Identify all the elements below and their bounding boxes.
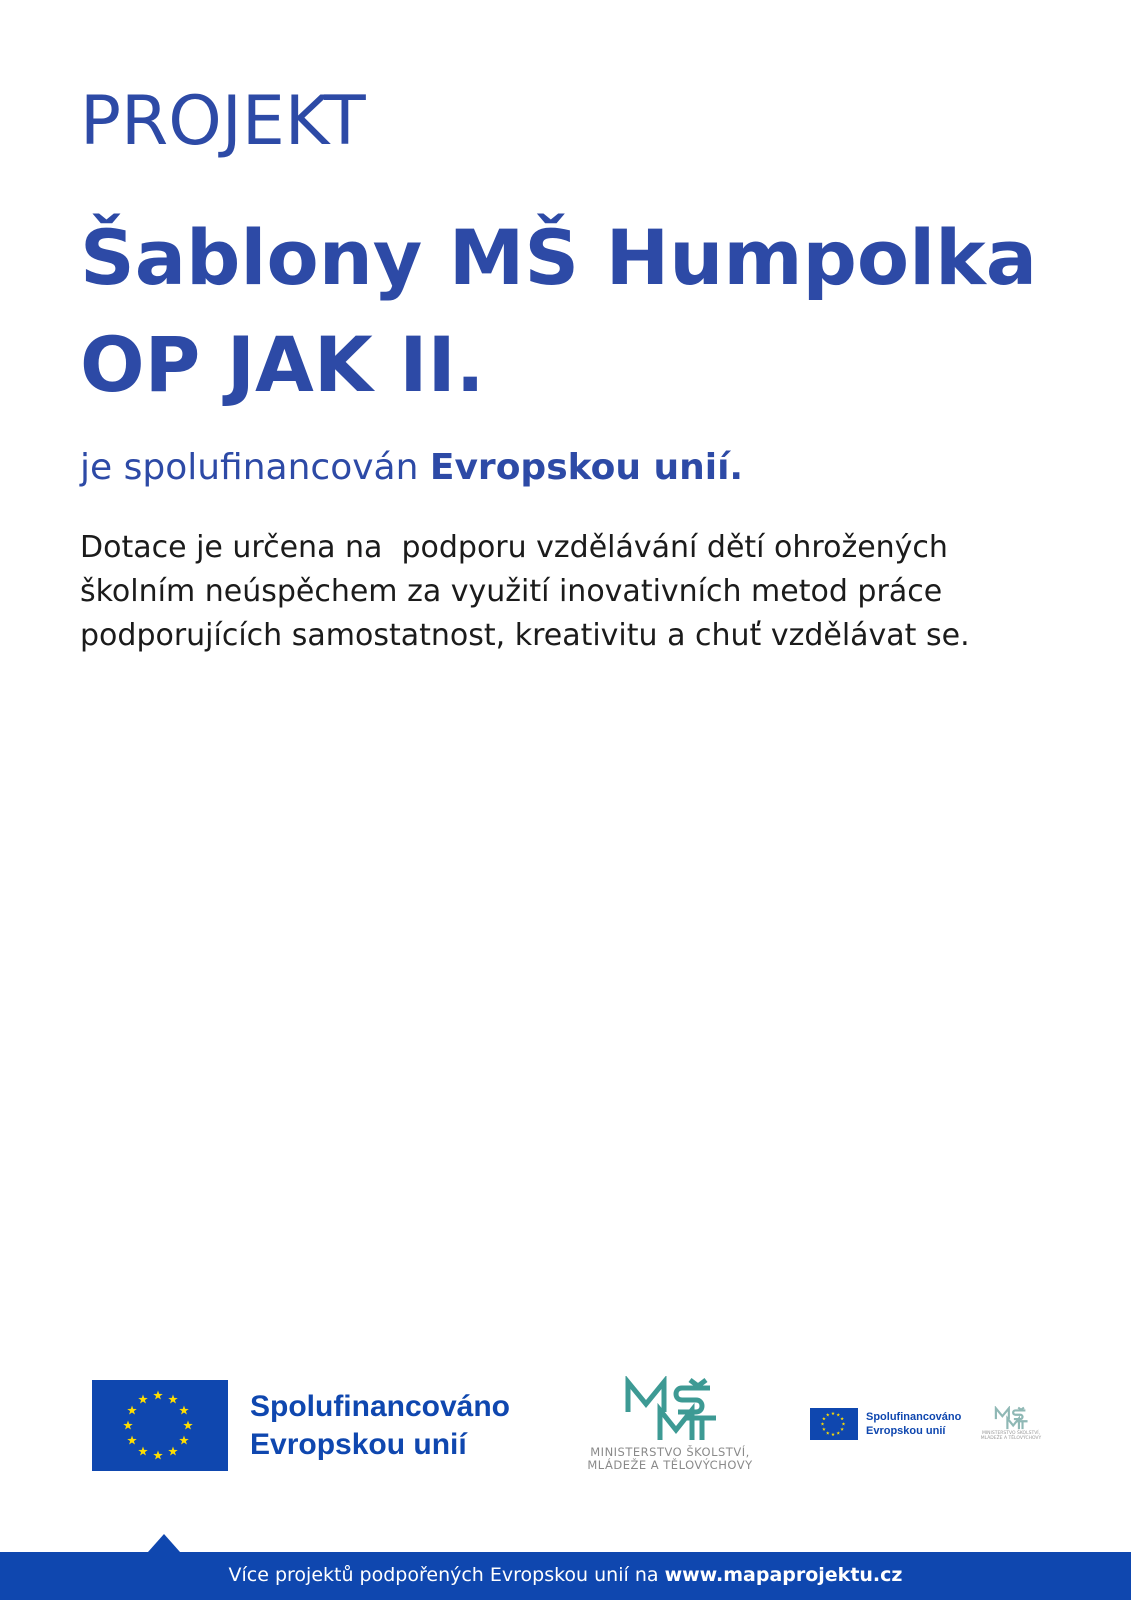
title-line-2: OP JAK II. — [80, 320, 485, 409]
eu-logo-line-2: Evropskou unií — [250, 1427, 467, 1461]
description-line: podporujících samostatnost, kreativitu a chuť vzdělávat se. — [80, 618, 970, 653]
project-title — [80, 204, 1080, 418]
cofinancing-emphasis: Evropskou unií. — [429, 447, 744, 488]
cofinancing-statement — [80, 446, 743, 489]
eu-logo-small-line-2: Evropskou unií — [866, 1425, 946, 1437]
msmt-logo-small — [975, 1406, 1047, 1441]
eu-logo-small-text — [866, 1410, 961, 1438]
msmt-mark-icon — [620, 1376, 720, 1442]
eu-logo-text — [250, 1388, 510, 1464]
msmt-logo — [570, 1376, 770, 1472]
msmt-logo-line-2: MLÁDEŽE A TĚLOVÝCHOVY — [587, 1458, 753, 1472]
msmt-logo-text — [570, 1446, 770, 1472]
eu-logo-line-1: Spolufinancováno — [250, 1389, 511, 1423]
footer-bar — [0, 1552, 1131, 1600]
msmt-mark-small-icon — [993, 1406, 1029, 1430]
eu-cofinanced-logo-small — [810, 1408, 961, 1440]
description-line: školním neúspěchem za využití inovativních metod práce — [80, 574, 943, 609]
msmt-logo-small-line-2: MLÁDEŽE A TĚLOVÝCHOVY — [980, 1436, 1042, 1441]
title-line-1: Šablony MŠ Humpolka — [80, 213, 1038, 302]
footer-link[interactable]: www.mapaprojektu.cz — [664, 1564, 903, 1586]
footer-text: Více projektů podpořených Evropskou unií na — [228, 1564, 659, 1586]
project-kicker: PROJEKT — [80, 82, 366, 161]
msmt-logo-small-line-1: MINISTERSTVO ŠKOLSTVÍ, — [981, 1431, 1041, 1436]
project-description — [80, 526, 1060, 658]
msmt-logo-line-1: MINISTERSTVO ŠKOLSTVÍ, — [590, 1445, 750, 1459]
msmt-logo-small-text — [975, 1431, 1047, 1441]
eu-logo-small-line-1: Spolufinancováno — [866, 1411, 962, 1423]
eu-cofinanced-logo — [92, 1380, 510, 1471]
eu-flag-small-icon — [810, 1408, 858, 1440]
footer-notch — [148, 1534, 180, 1552]
description-line: Dotace je určena na podporu vzdělávání dětí ohrožených — [80, 530, 948, 565]
cofinancing-prefix: je spolufinancován — [80, 447, 419, 488]
eu-flag-icon — [92, 1380, 228, 1471]
